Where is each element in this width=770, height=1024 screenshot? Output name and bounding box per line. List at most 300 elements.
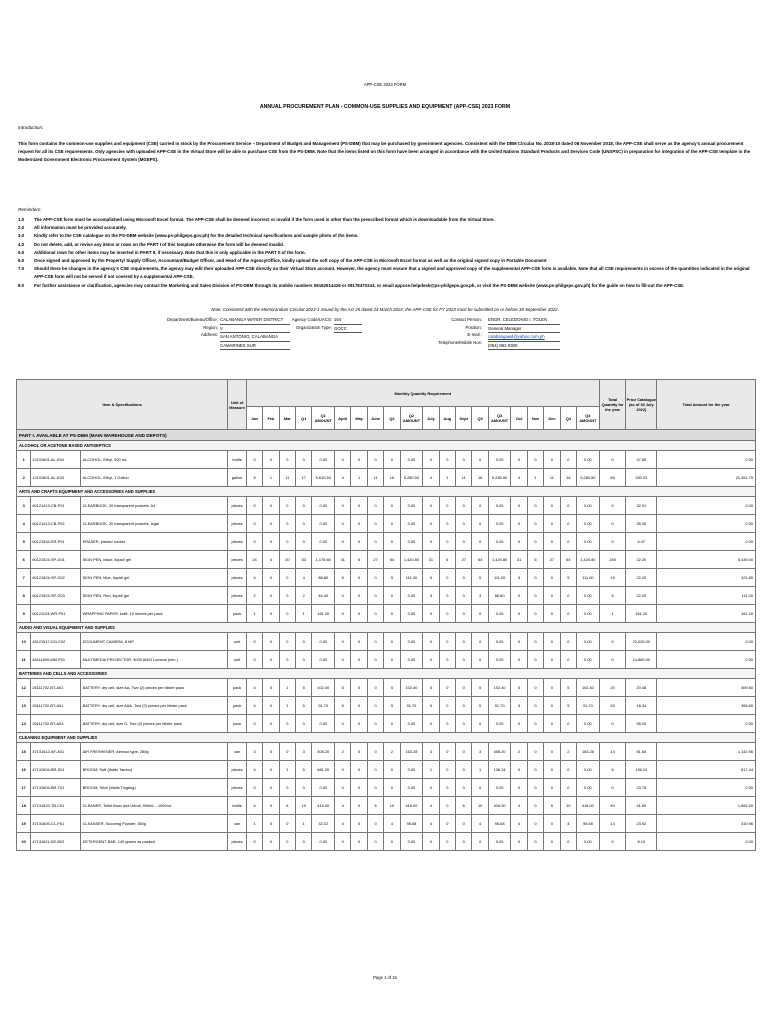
- quantity-cell[interactable]: 0: [279, 743, 295, 761]
- quantity-cell[interactable]: 5: [335, 679, 351, 697]
- quantity-cell[interactable]: 0: [456, 633, 472, 651]
- quantity-cell[interactable]: 0: [527, 533, 543, 551]
- quantity-cell[interactable]: 0: [367, 743, 383, 761]
- quantity-cell[interactable]: 0: [246, 833, 262, 851]
- quantity-cell[interactable]: 0: [296, 833, 312, 851]
- quantity-cell[interactable]: 6: [527, 551, 543, 569]
- quantity-cell[interactable]: 4: [511, 815, 527, 833]
- quantity-cell[interactable]: 1: [279, 679, 295, 697]
- quantity-cell[interactable]: 5: [296, 697, 312, 715]
- quantity-cell[interactable]: 0: [527, 697, 543, 715]
- quantity-cell[interactable]: 0: [351, 569, 367, 587]
- quantity-cell[interactable]: 0: [423, 497, 439, 515]
- quantity-cell[interactable]: 0: [246, 779, 262, 797]
- quantity-cell[interactable]: 0: [544, 497, 560, 515]
- region-value[interactable]: V: [220, 325, 290, 334]
- quantity-cell[interactable]: 5: [560, 697, 576, 715]
- quantity-cell[interactable]: 0: [439, 697, 455, 715]
- quantity-cell[interactable]: 0: [263, 761, 279, 779]
- quantity-cell[interactable]: 0: [439, 779, 455, 797]
- quantity-cell[interactable]: 0: [527, 451, 543, 469]
- quantity-cell[interactable]: 0: [472, 605, 488, 623]
- quantity-cell[interactable]: 0: [527, 515, 543, 533]
- quantity-cell[interactable]: 0: [279, 569, 295, 587]
- quantity-cell[interactable]: 5: [511, 697, 527, 715]
- quantity-cell[interactable]: 11: [367, 469, 383, 487]
- quantity-cell[interactable]: 0: [511, 605, 527, 623]
- quantity-cell[interactable]: 0: [367, 715, 383, 733]
- quantity-cell[interactable]: 0: [384, 833, 400, 851]
- quantity-cell[interactable]: 0: [279, 451, 295, 469]
- quantity-cell[interactable]: 0: [279, 833, 295, 851]
- quantity-cell[interactable]: 16: [472, 469, 488, 487]
- quantity-cell[interactable]: 0: [335, 515, 351, 533]
- quantity-cell[interactable]: 0: [423, 779, 439, 797]
- quantity-cell[interactable]: 0: [279, 605, 295, 623]
- quantity-cell[interactable]: 0: [527, 569, 543, 587]
- quantity-cell[interactable]: 0: [296, 779, 312, 797]
- quantity-cell[interactable]: 0: [472, 533, 488, 551]
- quantity-cell[interactable]: 0: [456, 761, 472, 779]
- quantity-cell[interactable]: 0: [456, 715, 472, 733]
- quantity-cell[interactable]: 6: [351, 551, 367, 569]
- quantity-cell[interactable]: 1: [246, 605, 262, 623]
- quantity-cell[interactable]: 5: [511, 569, 527, 587]
- quantity-cell[interactable]: 0: [560, 833, 576, 851]
- quantity-cell[interactable]: 0: [335, 605, 351, 623]
- quantity-cell[interactable]: 0: [335, 761, 351, 779]
- quantity-cell[interactable]: 0: [246, 515, 262, 533]
- quantity-cell[interactable]: 4: [246, 569, 262, 587]
- quantity-cell[interactable]: 31: [335, 551, 351, 569]
- quantity-cell[interactable]: 0: [335, 587, 351, 605]
- quantity-cell[interactable]: 27: [367, 551, 383, 569]
- quantity-cell[interactable]: 0: [335, 633, 351, 651]
- quantity-cell[interactable]: 0: [439, 605, 455, 623]
- quantity-cell[interactable]: 0: [263, 715, 279, 733]
- quantity-cell[interactable]: 0: [246, 451, 262, 469]
- quantity-cell[interactable]: 0: [367, 815, 383, 833]
- quantity-cell[interactable]: 0: [263, 679, 279, 697]
- quantity-cell[interactable]: 3: [296, 743, 312, 761]
- quantity-cell[interactable]: 0: [439, 451, 455, 469]
- quantity-cell[interactable]: 0: [511, 587, 527, 605]
- quantity-cell[interactable]: 0: [560, 587, 576, 605]
- quantity-cell[interactable]: 53: [296, 551, 312, 569]
- quantity-cell[interactable]: 5: [335, 569, 351, 587]
- quantity-cell[interactable]: 0: [456, 743, 472, 761]
- quantity-cell[interactable]: 0: [472, 451, 488, 469]
- quantity-cell[interactable]: 0: [335, 533, 351, 551]
- quantity-cell[interactable]: 0: [367, 633, 383, 651]
- quantity-cell[interactable]: 0: [472, 715, 488, 733]
- quantity-cell[interactable]: 0: [527, 779, 543, 797]
- quantity-cell[interactable]: 0: [456, 833, 472, 851]
- quantity-cell[interactable]: 5: [384, 697, 400, 715]
- quantity-cell[interactable]: 0: [335, 833, 351, 851]
- quantity-cell[interactable]: 0: [367, 587, 383, 605]
- quantity-cell[interactable]: 6: [439, 551, 455, 569]
- quantity-cell[interactable]: 0: [423, 515, 439, 533]
- quantity-cell[interactable]: 0: [527, 743, 543, 761]
- quantity-cell[interactable]: 0: [351, 697, 367, 715]
- quantity-cell[interactable]: 0: [351, 797, 367, 815]
- quantity-cell[interactable]: 0: [279, 715, 295, 733]
- quantity-cell[interactable]: 0: [527, 815, 543, 833]
- quantity-cell[interactable]: 0: [335, 651, 351, 669]
- quantity-cell[interactable]: 0: [527, 633, 543, 651]
- quantity-cell[interactable]: 0: [351, 833, 367, 851]
- quantity-cell[interactable]: 0: [472, 651, 488, 669]
- quantity-cell[interactable]: 0: [527, 497, 543, 515]
- quantity-cell[interactable]: 0: [335, 715, 351, 733]
- quantity-cell[interactable]: 0: [511, 715, 527, 733]
- quantity-cell[interactable]: 0: [527, 605, 543, 623]
- quantity-cell[interactable]: 0: [351, 679, 367, 697]
- quantity-cell[interactable]: 0: [384, 587, 400, 605]
- quantity-cell[interactable]: 4: [472, 815, 488, 833]
- quantity-cell[interactable]: 0: [246, 533, 262, 551]
- quantity-cell[interactable]: 0: [279, 633, 295, 651]
- quantity-cell[interactable]: 0: [263, 743, 279, 761]
- quantity-cell[interactable]: 0: [263, 605, 279, 623]
- quantity-cell[interactable]: 0: [351, 533, 367, 551]
- quantity-cell[interactable]: 3: [246, 743, 262, 761]
- quantity-cell[interactable]: 0: [439, 833, 455, 851]
- phone-value[interactable]: (054) 881-0300: [488, 342, 560, 351]
- quantity-cell[interactable]: 0: [351, 605, 367, 623]
- quantity-cell[interactable]: 0: [351, 743, 367, 761]
- quantity-cell[interactable]: 4: [511, 469, 527, 487]
- quantity-cell[interactable]: 5: [472, 697, 488, 715]
- quantity-cell[interactable]: 5: [472, 569, 488, 587]
- quantity-cell[interactable]: 11: [544, 469, 560, 487]
- quantity-cell[interactable]: 0: [263, 833, 279, 851]
- quantity-cell[interactable]: 0: [263, 697, 279, 715]
- quantity-cell[interactable]: 3: [472, 587, 488, 605]
- quantity-cell[interactable]: 64: [384, 551, 400, 569]
- quantity-cell[interactable]: 64: [560, 551, 576, 569]
- quantity-cell[interactable]: 0: [263, 497, 279, 515]
- quantity-cell[interactable]: 0: [527, 679, 543, 697]
- quantity-cell[interactable]: 0: [367, 679, 383, 697]
- quantity-cell[interactable]: 5: [560, 569, 576, 587]
- quantity-cell[interactable]: 0: [263, 815, 279, 833]
- quantity-cell[interactable]: 0: [527, 587, 543, 605]
- quantity-cell[interactable]: 0: [296, 633, 312, 651]
- quantity-cell[interactable]: 0: [384, 515, 400, 533]
- quantity-cell[interactable]: 4: [246, 697, 262, 715]
- quantity-cell[interactable]: 16: [560, 469, 576, 487]
- quantity-cell[interactable]: 0: [544, 779, 560, 797]
- quantity-cell[interactable]: 0: [439, 761, 455, 779]
- quantity-cell[interactable]: 5: [384, 569, 400, 587]
- quantity-cell[interactable]: 20: [279, 551, 295, 569]
- quantity-cell[interactable]: 0: [560, 651, 576, 669]
- quantity-cell[interactable]: 0: [527, 715, 543, 733]
- quantity-cell[interactable]: 3: [423, 587, 439, 605]
- quantity-cell[interactable]: 0: [560, 451, 576, 469]
- quantity-cell[interactable]: 0: [367, 533, 383, 551]
- quantity-cell[interactable]: 2: [560, 743, 576, 761]
- quantity-cell[interactable]: 10: [560, 797, 576, 815]
- quantity-cell[interactable]: 0: [560, 515, 576, 533]
- quantity-cell[interactable]: 0: [296, 497, 312, 515]
- quantity-cell[interactable]: 0: [472, 833, 488, 851]
- quantity-cell[interactable]: 1: [439, 469, 455, 487]
- quantity-cell[interactable]: 0: [296, 451, 312, 469]
- quantity-cell[interactable]: 0: [351, 515, 367, 533]
- quantity-cell[interactable]: 0: [296, 515, 312, 533]
- quantity-cell[interactable]: 5: [423, 697, 439, 715]
- quantity-cell[interactable]: 0: [544, 761, 560, 779]
- quantity-cell[interactable]: 0: [263, 651, 279, 669]
- quantity-cell[interactable]: 0: [423, 651, 439, 669]
- quantity-cell[interactable]: 1: [296, 605, 312, 623]
- quantity-cell[interactable]: 0: [544, 451, 560, 469]
- quantity-cell[interactable]: 0: [439, 651, 455, 669]
- quantity-cell[interactable]: 0: [456, 569, 472, 587]
- quantity-cell[interactable]: 17: [296, 469, 312, 487]
- quantity-cell[interactable]: 0: [527, 651, 543, 669]
- quantity-cell[interactable]: 0: [279, 779, 295, 797]
- quantity-cell[interactable]: 3: [472, 743, 488, 761]
- agency-code-value[interactable]: 164: [334, 316, 362, 325]
- quantity-cell[interactable]: 0: [423, 533, 439, 551]
- quantity-cell[interactable]: 0: [439, 533, 455, 551]
- quantity-cell[interactable]: 0: [456, 779, 472, 797]
- quantity-cell[interactable]: 0: [279, 587, 295, 605]
- quantity-cell[interactable]: 0: [263, 533, 279, 551]
- quantity-cell[interactable]: 0: [472, 779, 488, 797]
- position-value[interactable]: General Manager: [488, 325, 560, 334]
- quantity-cell[interactable]: 4: [246, 761, 262, 779]
- email-value[interactable]: calabangawd@yahoo.com.ph: [488, 333, 560, 342]
- quantity-cell[interactable]: 0: [351, 779, 367, 797]
- quantity-cell[interactable]: 1: [263, 469, 279, 487]
- quantity-cell[interactable]: 24: [246, 551, 262, 569]
- quantity-cell[interactable]: 0: [439, 715, 455, 733]
- quantity-cell[interactable]: 1: [351, 469, 367, 487]
- address-value-2[interactable]: CAMARINES SUR: [220, 342, 290, 351]
- quantity-cell[interactable]: 0: [367, 697, 383, 715]
- quantity-cell[interactable]: 0: [527, 833, 543, 851]
- quantity-cell[interactable]: 5: [560, 679, 576, 697]
- quantity-cell[interactable]: 4: [335, 815, 351, 833]
- quantity-cell[interactable]: 2: [511, 743, 527, 761]
- quantity-cell[interactable]: 0: [544, 587, 560, 605]
- quantity-cell[interactable]: 1: [279, 761, 295, 779]
- quantity-cell[interactable]: 0: [472, 515, 488, 533]
- quantity-cell[interactable]: 0: [367, 651, 383, 669]
- quantity-cell[interactable]: 0: [544, 743, 560, 761]
- address-value[interactable]: SAN ANTONIO, CALABANGA: [220, 333, 290, 342]
- quantity-cell[interactable]: 0: [560, 605, 576, 623]
- quantity-cell[interactable]: 0: [263, 797, 279, 815]
- quantity-cell[interactable]: 0: [439, 587, 455, 605]
- quantity-cell[interactable]: 0: [560, 497, 576, 515]
- quantity-cell[interactable]: 5: [296, 761, 312, 779]
- quantity-cell[interactable]: 64: [472, 551, 488, 569]
- quantity-cell[interactable]: 0: [439, 633, 455, 651]
- quantity-cell[interactable]: 0: [384, 761, 400, 779]
- quantity-cell[interactable]: 0: [279, 515, 295, 533]
- contact-person-value[interactable]: ENGR. CELEDONIO I. TOLEN: [488, 316, 560, 325]
- quantity-cell[interactable]: 2: [384, 743, 400, 761]
- quantity-cell[interactable]: 0: [456, 515, 472, 533]
- quantity-cell[interactable]: 0: [560, 761, 576, 779]
- quantity-cell[interactable]: 0: [263, 451, 279, 469]
- dept-value[interactable]: CALABANGA WATER DISTRICT: [220, 316, 290, 325]
- quantity-cell[interactable]: 0: [263, 569, 279, 587]
- quantity-cell[interactable]: 0: [351, 497, 367, 515]
- quantity-cell[interactable]: 4: [246, 679, 262, 697]
- quantity-cell[interactable]: 0: [296, 715, 312, 733]
- quantity-cell[interactable]: 27: [544, 551, 560, 569]
- quantity-cell[interactable]: 0: [560, 633, 576, 651]
- quantity-cell[interactable]: 0: [367, 779, 383, 797]
- quantity-cell[interactable]: 0: [423, 633, 439, 651]
- quantity-cell[interactable]: 6: [544, 797, 560, 815]
- quantity-cell[interactable]: 0: [544, 515, 560, 533]
- quantity-cell[interactable]: 6: [279, 797, 295, 815]
- quantity-cell[interactable]: 5: [246, 469, 262, 487]
- quantity-cell[interactable]: 10: [472, 797, 488, 815]
- quantity-cell[interactable]: 0: [279, 497, 295, 515]
- quantity-cell[interactable]: 4: [246, 797, 262, 815]
- quantity-cell[interactable]: 0: [472, 497, 488, 515]
- quantity-cell[interactable]: 0: [544, 533, 560, 551]
- quantity-cell[interactable]: 0: [384, 497, 400, 515]
- quantity-cell[interactable]: 0: [544, 633, 560, 651]
- quantity-cell[interactable]: 0: [439, 797, 455, 815]
- quantity-cell[interactable]: 0: [384, 715, 400, 733]
- quantity-cell[interactable]: 0: [367, 605, 383, 623]
- quantity-cell[interactable]: 0: [527, 761, 543, 779]
- quantity-cell[interactable]: 0: [456, 651, 472, 669]
- quantity-cell[interactable]: 0: [263, 633, 279, 651]
- quantity-cell[interactable]: 0: [279, 815, 295, 833]
- quantity-cell[interactable]: 1: [246, 815, 262, 833]
- quantity-cell[interactable]: 0: [456, 587, 472, 605]
- quantity-cell[interactable]: 5: [511, 679, 527, 697]
- quantity-cell[interactable]: 4: [335, 797, 351, 815]
- quantity-cell[interactable]: 0: [263, 515, 279, 533]
- quantity-cell[interactable]: 0: [544, 815, 560, 833]
- quantity-cell[interactable]: 0: [456, 497, 472, 515]
- quantity-cell[interactable]: 0: [263, 779, 279, 797]
- quantity-cell[interactable]: 5: [384, 679, 400, 697]
- quantity-cell[interactable]: 0: [246, 497, 262, 515]
- quantity-cell[interactable]: 5: [472, 679, 488, 697]
- quantity-cell[interactable]: 0: [511, 833, 527, 851]
- quantity-cell[interactable]: 5: [335, 697, 351, 715]
- quantity-cell[interactable]: 1: [279, 697, 295, 715]
- quantity-cell[interactable]: 0: [351, 633, 367, 651]
- quantity-cell[interactable]: 5: [423, 679, 439, 697]
- quantity-cell[interactable]: 0: [439, 815, 455, 833]
- quantity-cell[interactable]: 0: [335, 497, 351, 515]
- quantity-cell[interactable]: 0: [456, 697, 472, 715]
- quantity-cell[interactable]: 11: [279, 469, 295, 487]
- quantity-cell[interactable]: 1: [423, 761, 439, 779]
- quantity-cell[interactable]: 4: [511, 797, 527, 815]
- quantity-cell[interactable]: 3: [423, 743, 439, 761]
- quantity-cell[interactable]: 0: [544, 605, 560, 623]
- quantity-cell[interactable]: 4: [296, 569, 312, 587]
- quantity-cell[interactable]: 2: [246, 587, 262, 605]
- quantity-cell[interactable]: 0: [351, 651, 367, 669]
- quantity-cell[interactable]: 0: [423, 715, 439, 733]
- quantity-cell[interactable]: 0: [384, 605, 400, 623]
- quantity-cell[interactable]: 1: [296, 815, 312, 833]
- quantity-cell[interactable]: 0: [560, 715, 576, 733]
- quantity-cell[interactable]: 0: [511, 633, 527, 651]
- quantity-cell[interactable]: 0: [246, 715, 262, 733]
- quantity-cell[interactable]: 0: [439, 515, 455, 533]
- quantity-cell[interactable]: 31: [423, 551, 439, 569]
- quantity-cell[interactable]: 0: [367, 569, 383, 587]
- quantity-cell[interactable]: 0: [544, 569, 560, 587]
- quantity-cell[interactable]: 2: [296, 587, 312, 605]
- quantity-cell[interactable]: 4: [384, 815, 400, 833]
- quantity-cell[interactable]: 0: [511, 779, 527, 797]
- quantity-cell[interactable]: 0: [384, 651, 400, 669]
- quantity-cell[interactable]: 0: [367, 497, 383, 515]
- quantity-cell[interactable]: 0: [456, 533, 472, 551]
- quantity-cell[interactable]: 10: [296, 797, 312, 815]
- quantity-cell[interactable]: 0: [335, 451, 351, 469]
- org-type-value[interactable]: GOCC: [334, 325, 362, 334]
- quantity-cell[interactable]: 0: [456, 815, 472, 833]
- quantity-cell[interactable]: 5: [296, 679, 312, 697]
- quantity-cell[interactable]: 0: [439, 497, 455, 515]
- quantity-cell[interactable]: 0: [439, 569, 455, 587]
- quantity-cell[interactable]: 0: [456, 605, 472, 623]
- quantity-cell[interactable]: 4: [423, 469, 439, 487]
- quantity-cell[interactable]: 0: [384, 533, 400, 551]
- quantity-cell[interactable]: 0: [560, 533, 576, 551]
- quantity-cell[interactable]: 0: [544, 715, 560, 733]
- quantity-cell[interactable]: 0: [423, 451, 439, 469]
- quantity-cell[interactable]: 4: [560, 815, 576, 833]
- quantity-cell[interactable]: 0: [351, 587, 367, 605]
- quantity-cell[interactable]: 10: [384, 797, 400, 815]
- quantity-cell[interactable]: 1: [472, 761, 488, 779]
- quantity-cell[interactable]: 0: [511, 451, 527, 469]
- quantity-cell[interactable]: 27: [456, 551, 472, 569]
- quantity-cell[interactable]: 0: [351, 815, 367, 833]
- quantity-cell[interactable]: 0: [511, 651, 527, 669]
- quantity-cell[interactable]: 5: [423, 569, 439, 587]
- quantity-cell[interactable]: 0: [472, 633, 488, 651]
- quantity-cell[interactable]: 0: [423, 605, 439, 623]
- quantity-cell[interactable]: 0: [367, 761, 383, 779]
- quantity-cell[interactable]: 0: [296, 533, 312, 551]
- quantity-cell[interactable]: 0: [263, 587, 279, 605]
- quantity-cell[interactable]: 0: [456, 451, 472, 469]
- quantity-cell[interactable]: 4: [335, 469, 351, 487]
- quantity-cell[interactable]: 4: [423, 815, 439, 833]
- quantity-cell[interactable]: 0: [384, 779, 400, 797]
- quantity-cell[interactable]: 0: [279, 651, 295, 669]
- quantity-cell[interactable]: 31: [511, 551, 527, 569]
- quantity-cell[interactable]: 16: [384, 469, 400, 487]
- quantity-cell[interactable]: 0: [511, 515, 527, 533]
- quantity-cell[interactable]: 6: [456, 797, 472, 815]
- quantity-cell[interactable]: 0: [544, 697, 560, 715]
- quantity-cell[interactable]: 0: [423, 833, 439, 851]
